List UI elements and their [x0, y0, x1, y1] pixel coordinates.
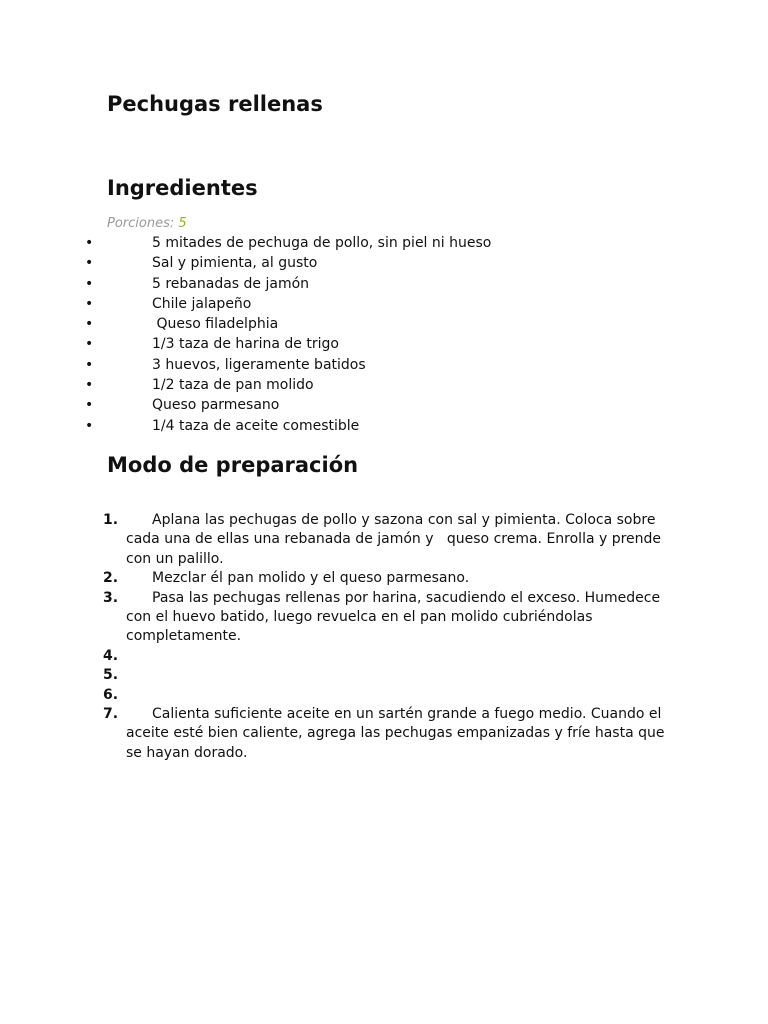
- step-number: 1.: [103, 512, 119, 528]
- preparation-heading: Modo de preparación: [107, 453, 359, 477]
- step-number: 2.: [103, 570, 119, 587]
- recipe-title: Pechugas rellenas: [107, 92, 323, 116]
- step-number: 7.: [103, 706, 119, 723]
- step-number: 6.: [103, 686, 119, 703]
- bullet-icon: •: [85, 316, 94, 333]
- bullet-icon: •: [85, 255, 94, 272]
- ingredients-heading: Ingredientes: [107, 176, 258, 200]
- ingredient-text: 1/2 taza de pan molido: [152, 377, 314, 394]
- step-item: [0, 511, 666, 569]
- servings-label: Porciones:: [107, 216, 179, 231]
- servings-line: [107, 215, 187, 233]
- step-item: [0, 647, 666, 666]
- ingredient-text: Queso filadelphia: [152, 316, 279, 333]
- step-number: 3.: [103, 589, 119, 606]
- ingredient-text: 5 mitades de pechuga de pollo, sin piel ni hueso: [152, 235, 492, 251]
- bullet-icon: •: [85, 295, 94, 312]
- ingredient-text: 3 huevos, ligeramente batidos: [152, 356, 366, 373]
- step-item: [0, 666, 666, 685]
- bullet-icon: •: [85, 356, 94, 373]
- servings-value: 5: [178, 216, 187, 231]
- bullet-icon: •: [85, 336, 94, 353]
- ingredient-text: Sal y pimienta, al gusto: [152, 255, 318, 272]
- step-item: [0, 569, 666, 588]
- step-number: 4.: [103, 647, 119, 664]
- bullet-icon: •: [85, 377, 94, 394]
- step-number: 5.: [103, 667, 119, 684]
- step-text: Calienta suficiente aceite en un sartén grande a fuego medio. Cuando el aceite esté bien caliente, agrega las pechugas empanizadas y fríe hasta que se hayan dorado.: [126, 706, 669, 761]
- bullet-icon: •: [85, 397, 94, 414]
- step-item: [0, 705, 669, 763]
- ingredient-text: 5 rebanadas de jamón: [152, 275, 310, 292]
- step-text: Pasa las pechugas rellenas por harina, sacudiendo el exceso. Humedece con el huevo batido, luego revuelca en el pan molido cubriéndolas completamente.: [126, 589, 665, 645]
- bullet-icon: •: [85, 235, 94, 251]
- ingredient-text: 1/3 taza de harina de trigo: [152, 336, 339, 353]
- ingredient-text: 1/4 taza de aceite comestible: [152, 417, 360, 434]
- step-item: [0, 686, 666, 705]
- ingredient-text: Queso parmesano: [152, 397, 280, 414]
- bullet-icon: •: [85, 417, 94, 434]
- step-text: Aplana las pechugas de pollo y sazona con sal y pimienta. Coloca sobre cada una de ellas una rebanada de jamón y queso crema. Enrolla y prende con un palillo.: [126, 512, 666, 567]
- preparation-steps: [0, 511, 669, 763]
- step-text: Mezclar él pan molido y el queso parmesano.: [152, 570, 470, 587]
- step-item: [0, 589, 666, 647]
- bullet-icon: •: [85, 275, 94, 292]
- ingredient-text: Chile jalapeño: [152, 295, 252, 312]
